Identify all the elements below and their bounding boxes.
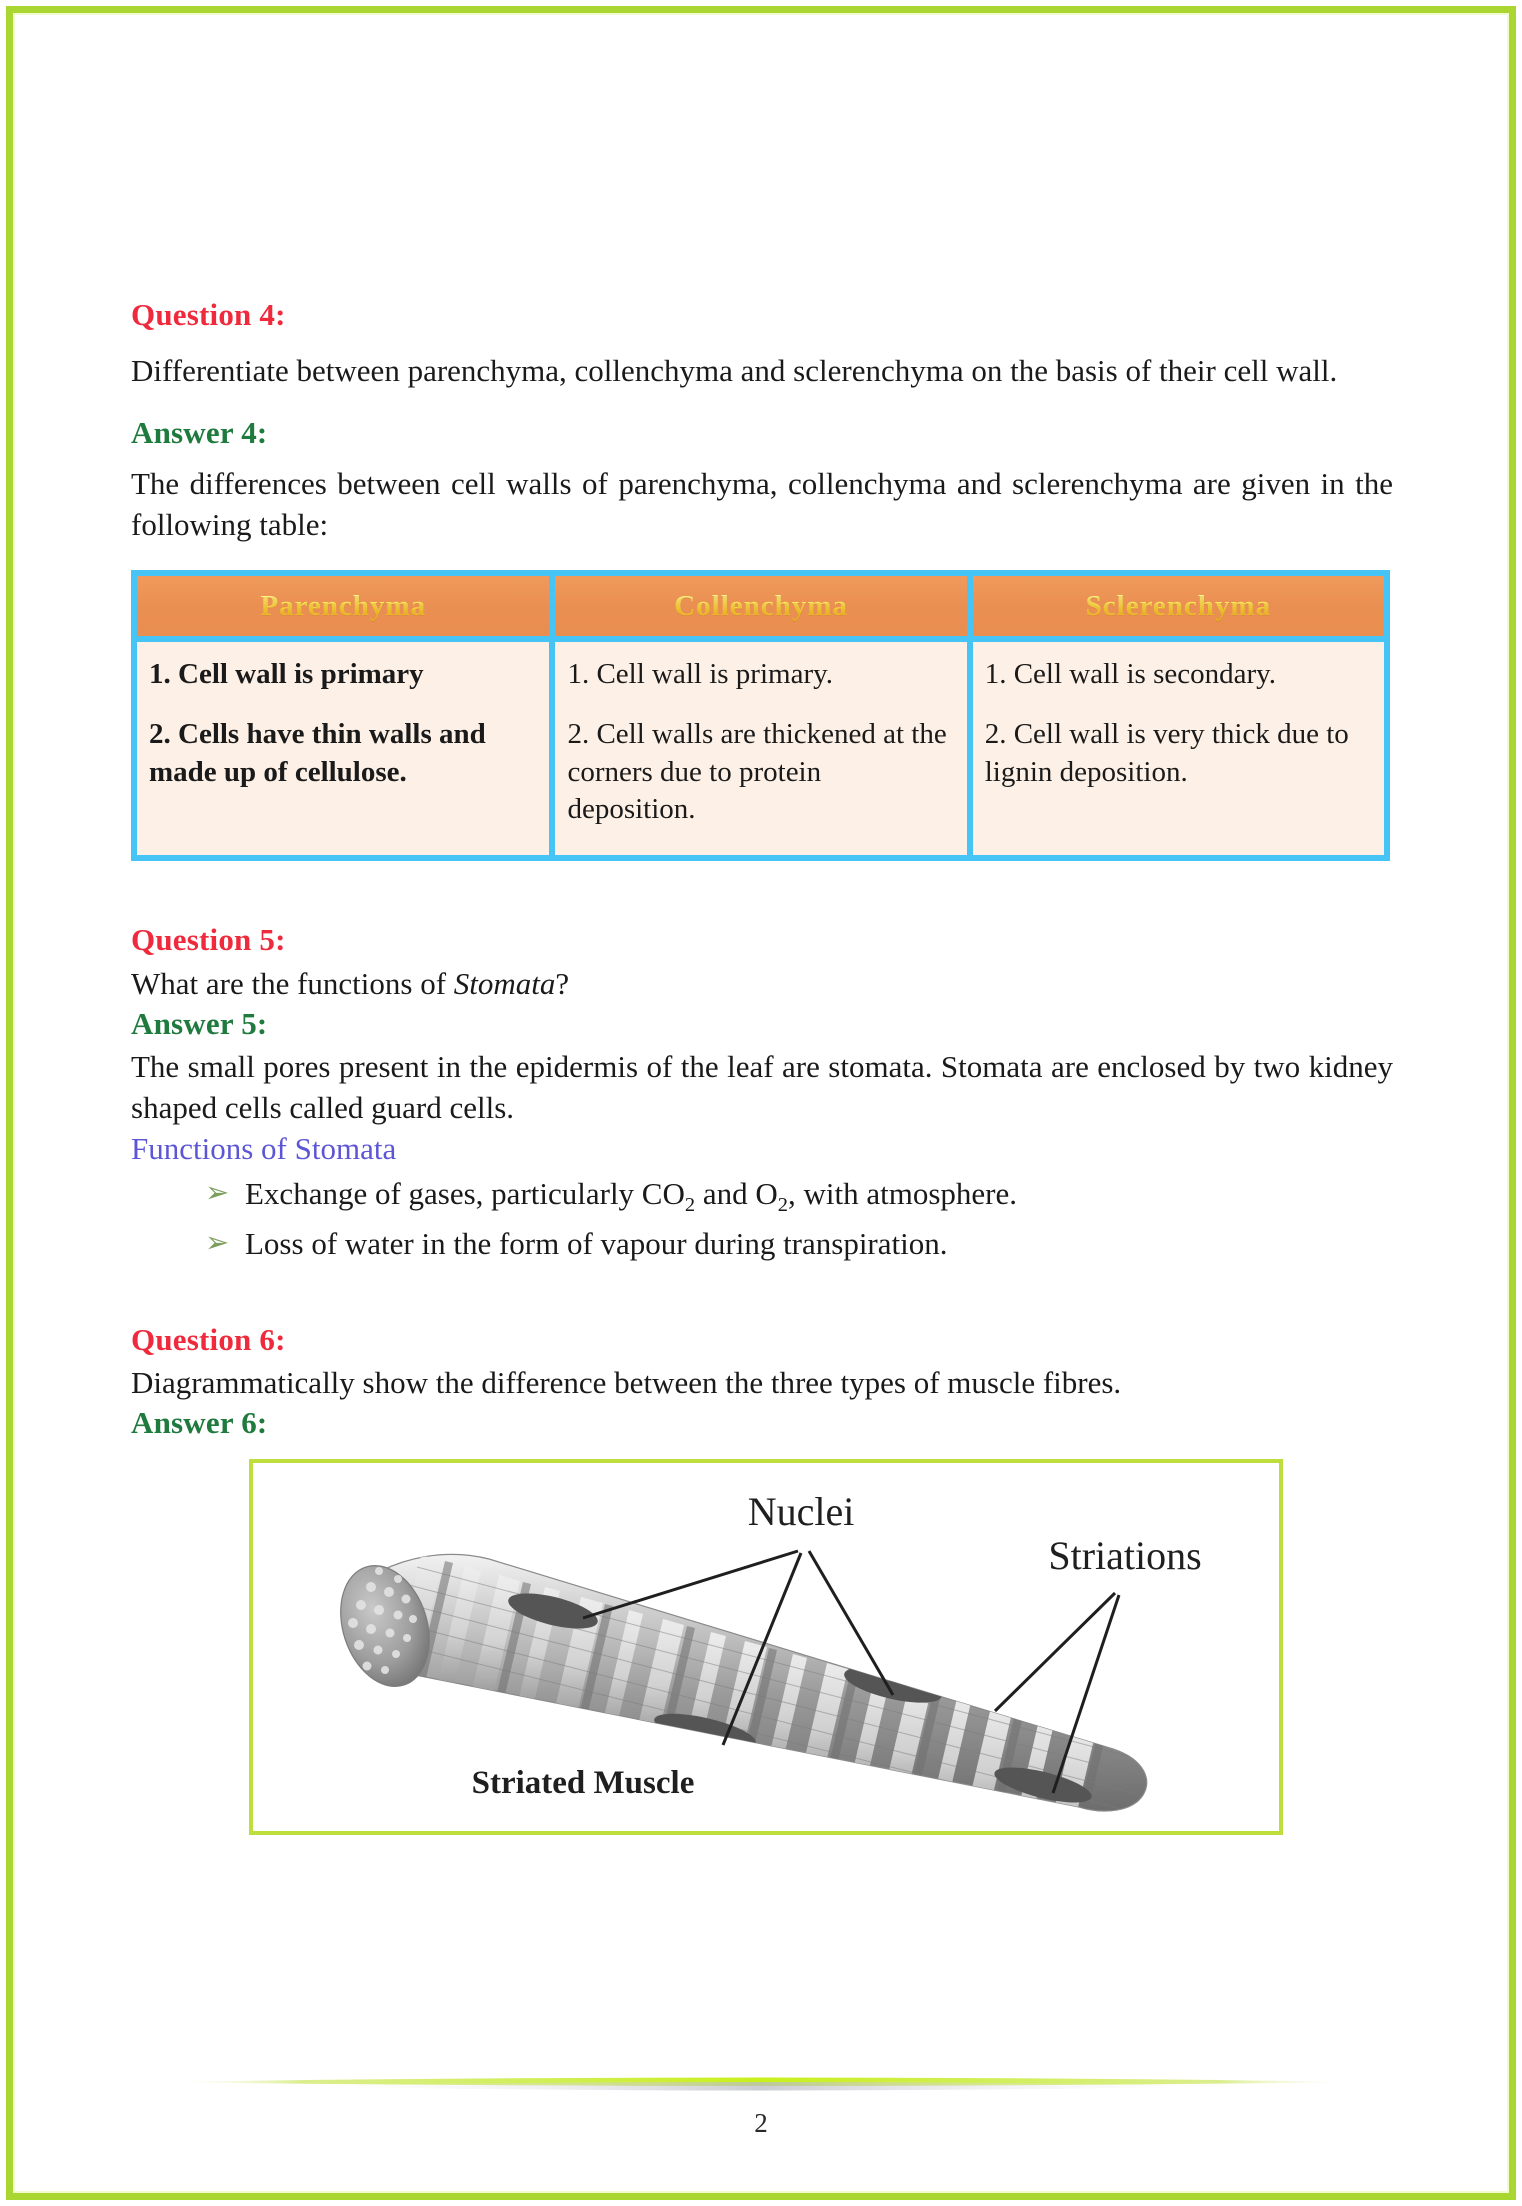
- question-5-heading: Question 5:: [131, 921, 286, 957]
- table-cell-line: 1. Cell wall is secondary.: [984, 658, 1276, 691]
- subscript: 2: [777, 1194, 788, 1217]
- table-col-header-label: Parenchyma: [260, 589, 427, 622]
- page-number: 2: [754, 2108, 768, 2138]
- spacer: [131, 392, 1393, 414]
- list-item-text-pre: Loss of water in the form of vapour during transpiration.: [245, 1226, 948, 1262]
- cell-wall-comparison-table: [131, 570, 1390, 861]
- table-row: [134, 639, 1387, 858]
- question-4-heading: Question 4:: [131, 297, 286, 332]
- table-cell-parenchyma: [134, 639, 552, 858]
- question-6-text: Diagrammatically show the difference between the three types of muscle fibres.: [131, 1365, 1122, 1401]
- figure-caption: Striated Muscle: [471, 1765, 695, 1802]
- table-cell-sclerenchyma: [970, 639, 1387, 858]
- list-item: [205, 1173, 1393, 1220]
- list-item-text-mid: and O: [695, 1176, 778, 1212]
- question-4-text: Differentiate between parenchyma, collenchyma and sclerenchyma on the basis of their cell wall.: [131, 352, 1338, 388]
- answer-6-heading: Answer 6:: [131, 1405, 268, 1441]
- table-col-header-collenchyma: [552, 573, 969, 639]
- label-striations: Striations: [1048, 1533, 1202, 1579]
- table-col-header-sclerenchyma: [970, 573, 1387, 639]
- list-item-text-post: , with atmosphere.: [787, 1176, 1017, 1212]
- list-item: [205, 1223, 1393, 1265]
- arrow-bullet-icon: ➢: [205, 1177, 230, 1210]
- list-item-text-pre: Exchange of gases, particularly CO: [245, 1176, 685, 1212]
- answer-5-text: The small pores present in the epidermis of the leaf are stomata. Stomata are enclosed by two kidney shaped cells called guard cells.: [131, 1049, 1393, 1126]
- question-5-text: [131, 964, 1393, 1005]
- muscle-fibre-body: [326, 1554, 1147, 1831]
- spacer: [131, 891, 1393, 921]
- table-cell-collenchyma: [552, 639, 969, 858]
- functions-of-stomata-heading: Functions of Stomata: [131, 1131, 397, 1167]
- table-cell-line: 2. Cells have thin walls and made up of cellulose.: [149, 717, 486, 788]
- table-cell-line: 1. Cell wall is primary: [149, 658, 424, 691]
- striated-muscle-illustration: [253, 1463, 1279, 1831]
- question-5-prefix: What are the functions of: [131, 965, 454, 1001]
- answer-4-heading: Answer 4:: [131, 414, 268, 450]
- striated-muscle-figure: [249, 1459, 1283, 1835]
- answer-5-heading: Answer 5:: [131, 1005, 268, 1041]
- answer-4-intro: The differences between cell walls of parenchyma, collenchyma and sclerenchyma are given in the following table:: [131, 466, 1393, 543]
- table-cell-line: 2. Cell wall is very thick due to lignin deposition.: [984, 717, 1349, 788]
- table-col-header-parenchyma: [134, 573, 552, 639]
- spacer: [131, 1269, 1393, 1299]
- question-5-suffix: ?: [555, 965, 570, 1001]
- subscript: 2: [684, 1194, 696, 1217]
- table-header-row: [134, 573, 1387, 639]
- arrow-bullet-icon: ➢: [205, 1227, 230, 1260]
- question-5-italic-term: Stomata: [453, 965, 556, 1001]
- stomata-functions-list: [131, 1173, 1393, 1265]
- question-6-heading: Question 6:: [131, 1321, 286, 1357]
- table-col-header-label: Sclerenchyma: [1085, 589, 1272, 622]
- label-nuclei: Nuclei: [747, 1489, 855, 1535]
- spacer: [131, 1299, 1393, 1321]
- footer-divider: [156, 2070, 1366, 2096]
- table-cell-line: 2. Cell walls are thickened at the corners due to protein deposition.: [567, 717, 947, 826]
- table-cell-line: 1. Cell wall is primary.: [567, 658, 833, 691]
- spacer: [131, 861, 1393, 891]
- table-col-header-label: Collenchyma: [674, 589, 848, 622]
- document-content: [131, 296, 1393, 1835]
